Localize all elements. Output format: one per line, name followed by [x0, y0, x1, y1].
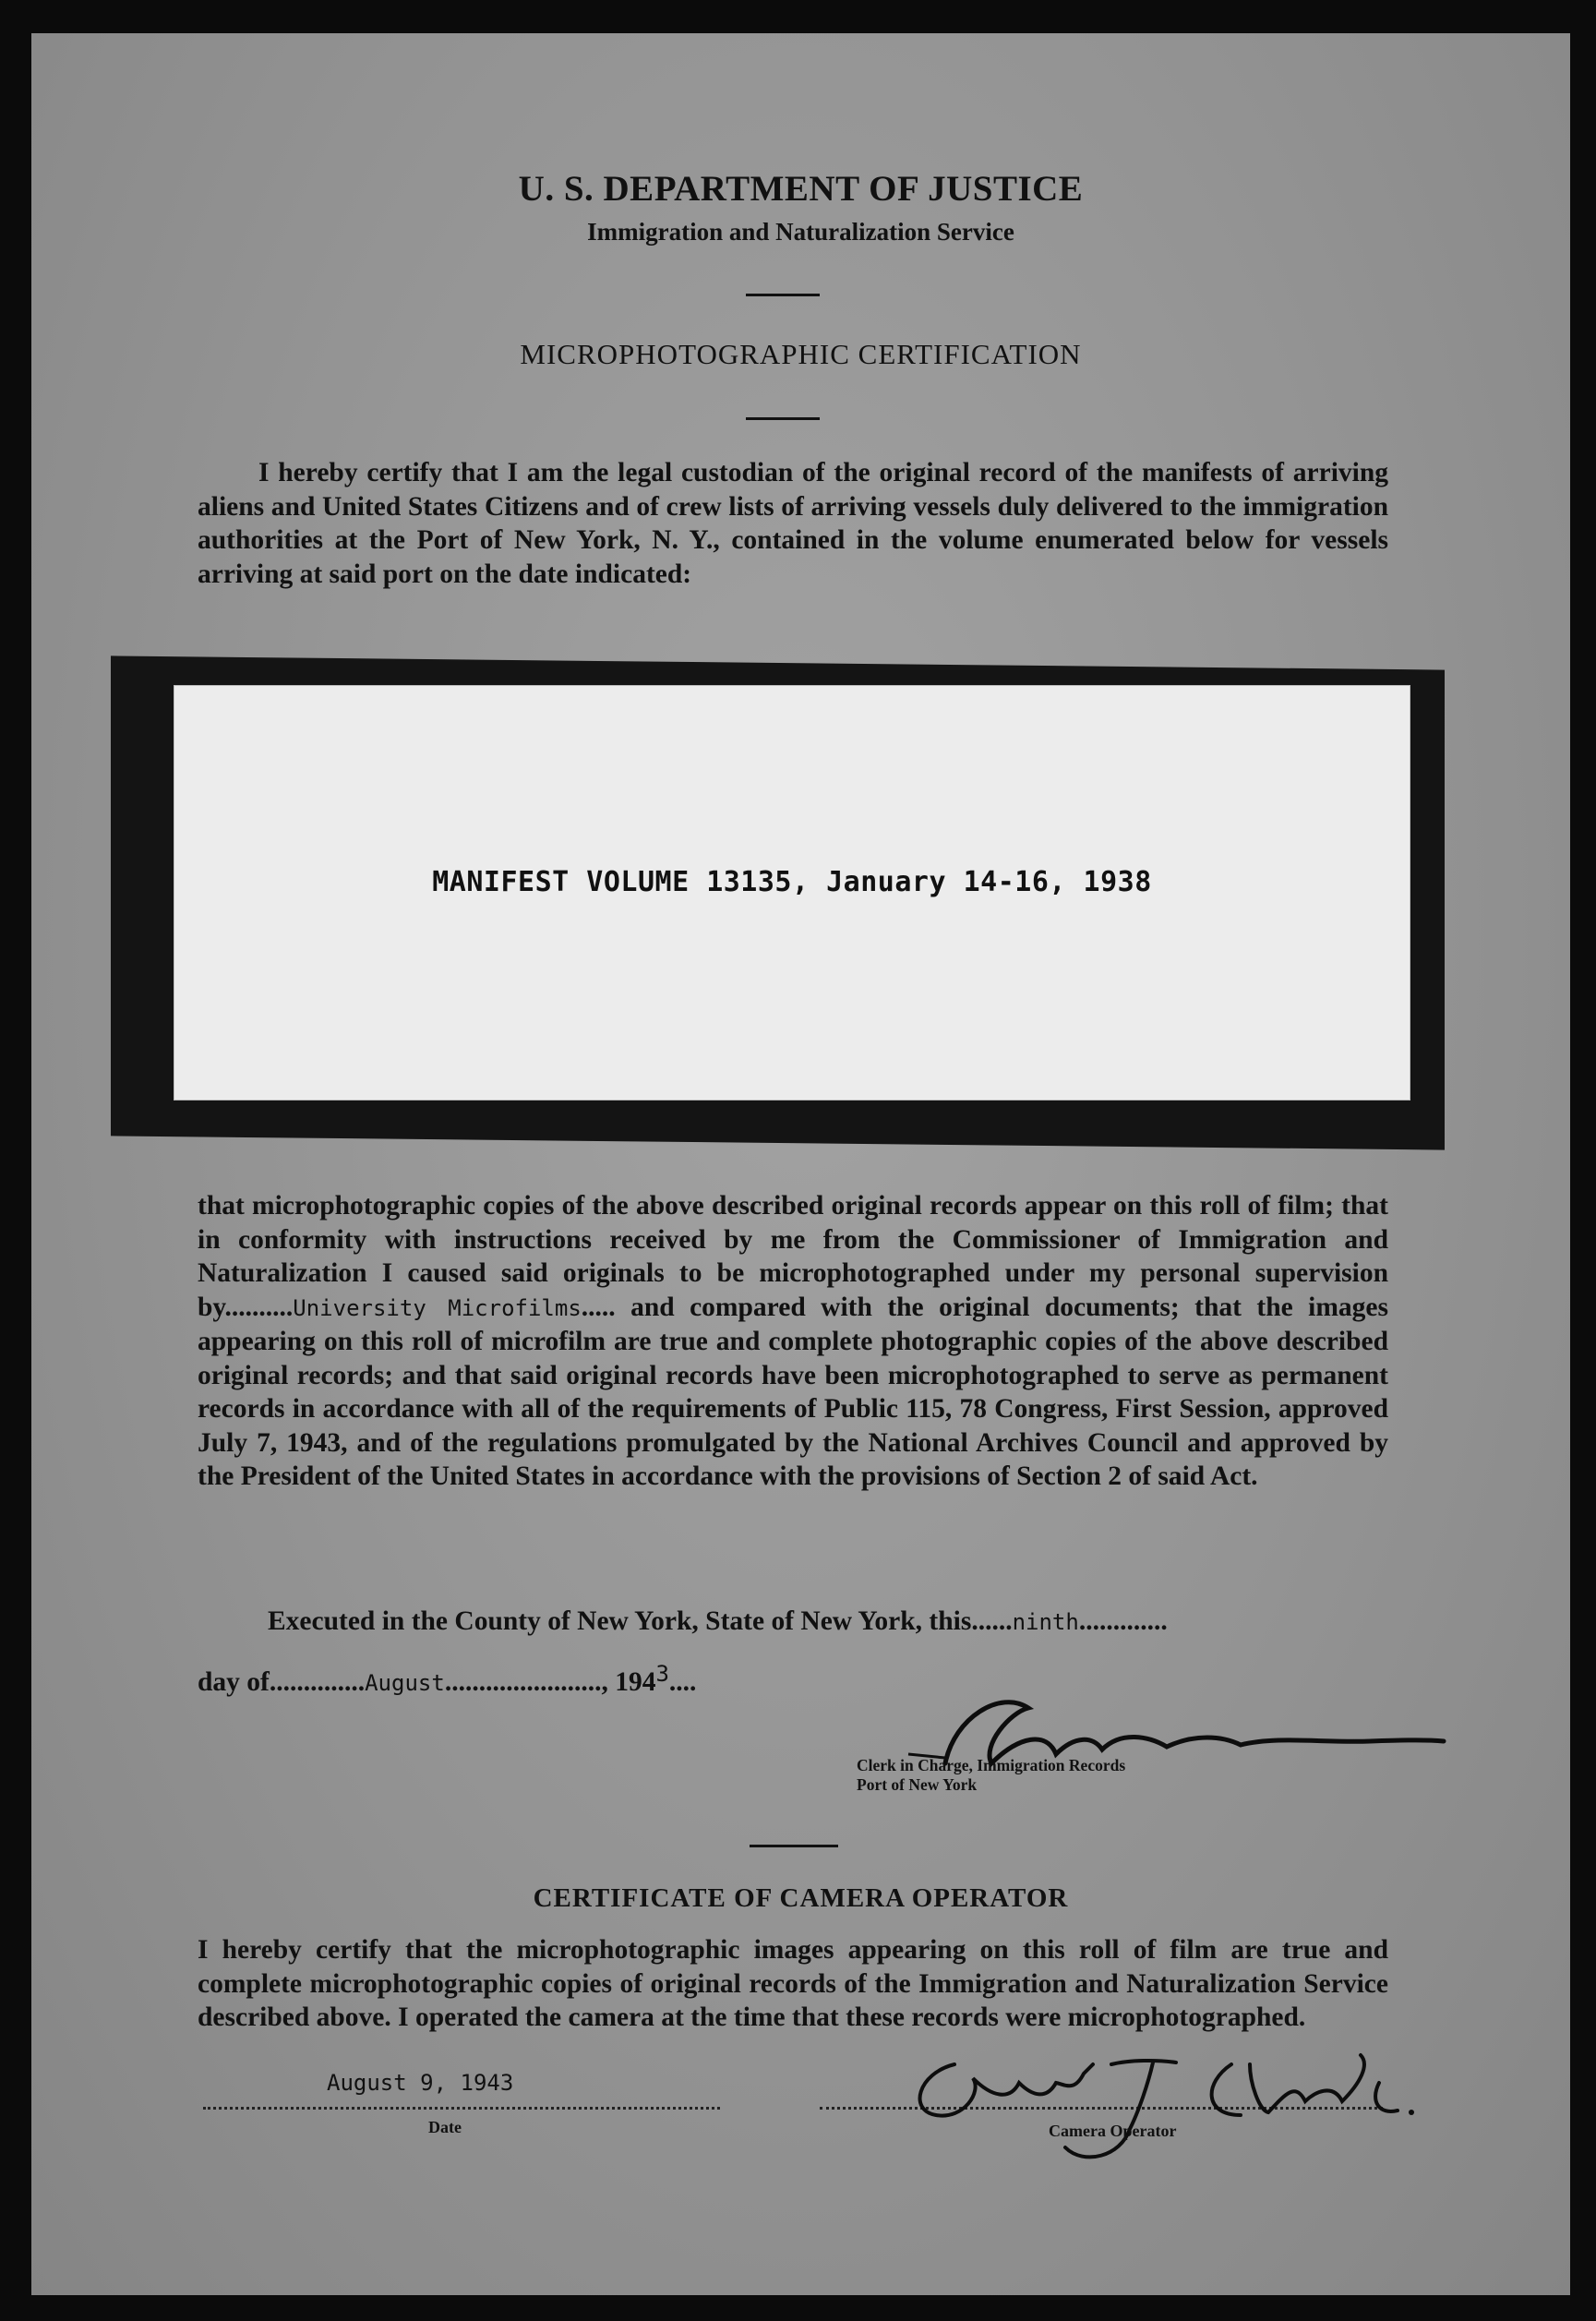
executed-prefix: Executed in the County of New York, State of New York, this — [268, 1606, 972, 1636]
year-digit: 3 — [655, 1661, 669, 1687]
dot-leader: .... — [668, 1667, 697, 1697]
divider — [746, 294, 820, 296]
camera-certificate-paragraph: I hereby certify that the microphotographic images appearing on this roll of film are true and complete microphotographic copies of original records of the Immigration and Naturalization Service described above. I operated the camera at the time that these records were microphotographed. — [198, 1935, 1388, 2032]
dot-leader: .............. — [269, 1667, 366, 1697]
manifest-volume-text: MANIFEST VOLUME 13135, January 14-16, 1938 — [432, 866, 1152, 898]
operator-label: Camera Operator — [1049, 2122, 1177, 2140]
divider — [750, 1845, 838, 1847]
supervisor-name: University Microfilms — [293, 1294, 582, 1321]
executed-month: August — [365, 1670, 445, 1696]
custodian-paragraph: I hereby certify that I am the legal custodian of the original record of the manifests of arriving aliens and United States Citizens and of crew lists of arriving vessels duly delivered to the immigration authorities at the Port of New York, N. Y., contained in the volume enumerated below for vessels arriving at said port on the date indicated: — [198, 458, 1388, 589]
executed-day: ninth — [1012, 1609, 1079, 1635]
dot-leader: ....................... — [444, 1667, 602, 1697]
certificate-document — [31, 33, 1570, 2295]
day-of-label: day of — [198, 1667, 270, 1697]
department-heading: U. S. DEPARTMENT OF JUSTICE — [518, 169, 1084, 209]
certification-title: MICROPHOTOGRAPHIC CERTIFICATION — [520, 338, 1082, 370]
year-prefix: , 194 — [601, 1667, 656, 1697]
dot-leader: ..... — [581, 1292, 616, 1322]
clerk-title-line1: Clerk in Charge, Immigration Records — [857, 1756, 1126, 1774]
manifest-card — [174, 685, 1410, 1100]
dot-leader: ............. — [1078, 1606, 1168, 1636]
service-subheading: Immigration and Naturalization Service — [587, 218, 1014, 246]
dot-leader: ...... — [971, 1606, 1013, 1636]
camera-operator-signature — [881, 2027, 1453, 2184]
camera-certificate-title: CERTIFICATE OF CAMERA OPERATOR — [533, 1883, 1069, 1913]
microfilm-paragraph-part2: and compared with the original documents; that the images appearing on this roll of microfilm are true and complete photographic copies of the above described original records; and that said original records have been microphotographed to serve as permanent records in accordance with all of the requirements of Public 115, 78 Congress, First Session, approved July 7, 1943, and of the regulations promulgated by the National Archives Council and approved by the President of the United States in accordance with the provisions of Section 2 of said Act. — [198, 1292, 1388, 1491]
dot-leader: .......... — [224, 1292, 294, 1322]
microfilm-paragraph — [198, 1189, 1388, 1494]
clerk-title-line2: Port of New York — [857, 1775, 978, 1794]
date-value: August 9, 1943 — [327, 2070, 514, 2096]
date-line — [203, 2107, 720, 2110]
date-label: Date — [428, 2118, 462, 2136]
microfilm-paragraph-part1: that microphotographic copies of the above described original records appear on this roll of film; that in conformity with instructions received by me from the Commissioner of Immigration and Naturalization I caused said originals to be microphotographed under my personal supervision by — [198, 1191, 1388, 1322]
clerk-title — [857, 1756, 1125, 1795]
executed-line — [268, 1606, 1388, 1637]
divider — [746, 417, 820, 420]
